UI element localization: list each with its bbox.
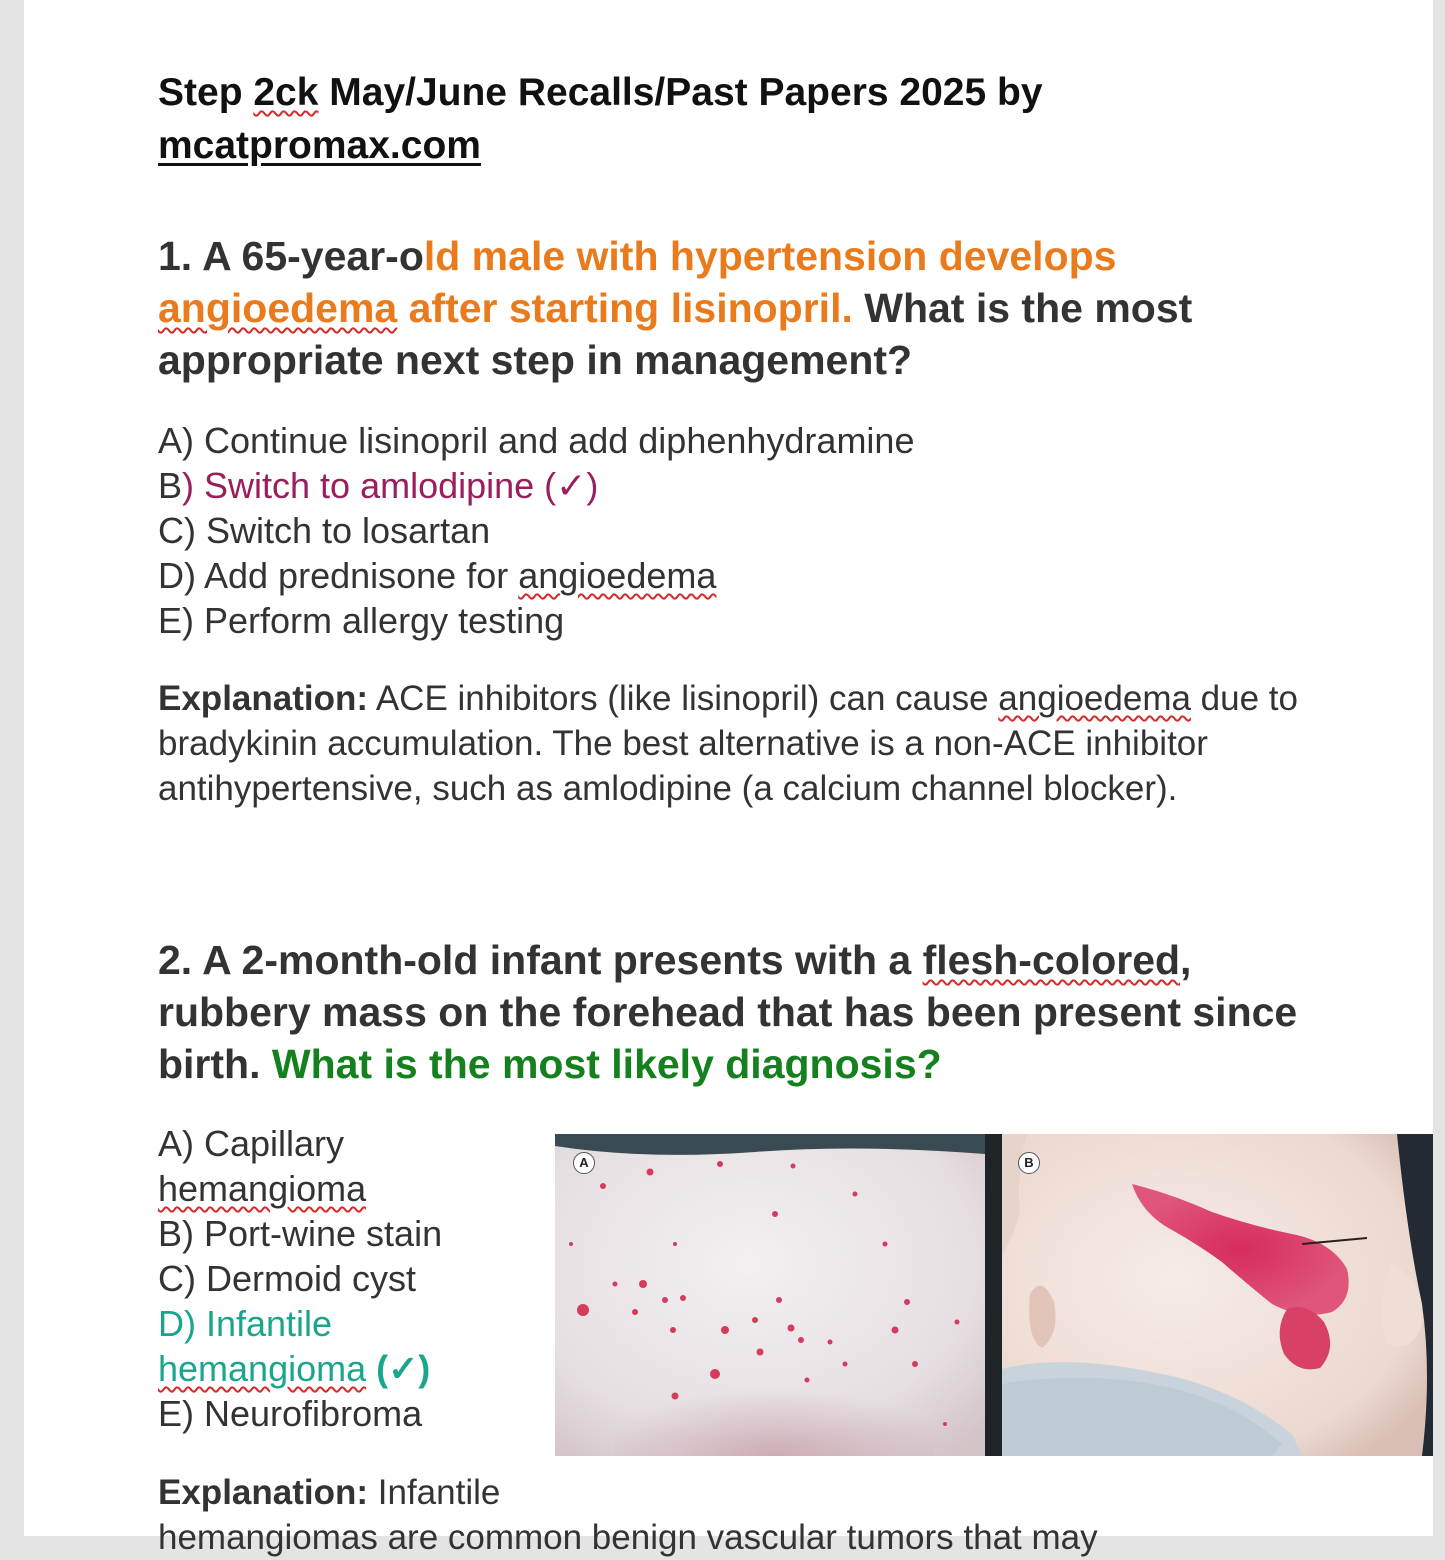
spellcheck-word: hemangioma (158, 1168, 367, 1209)
spellcheck-word: flesh-colored (922, 937, 1181, 983)
panel-label-b: B (1018, 1152, 1040, 1174)
explanation-label: Explanation: (158, 679, 369, 718)
question-2-options (158, 1121, 442, 1436)
option-e: E) Neurofibroma (158, 1393, 423, 1434)
explanation-label: Explanation: (158, 1473, 369, 1512)
question-1-stem: 1. A 65-year-old male with hypertension develops angioedema after starting lisinopril. What is the most appropriate next step in management? (158, 233, 1193, 383)
site-link[interactable]: mcatpromax.com (158, 124, 481, 167)
page-title: Step 2ck May/June Recalls/Past Papers 2025 by mcatpromax.com (158, 71, 1043, 167)
option-c: C) Dermoid cyst (158, 1258, 417, 1299)
photo-panel-a (555, 1134, 985, 1456)
spellcheck-word: hemangioma (158, 1348, 367, 1389)
spellcheck-word: 2ck (253, 71, 319, 114)
question-1-explanation: Explanation: ACE inhibitors (like lisinopril) can cause angioedema due to bradykinin accumulation. The best alternative is a non-ACE inhibitor antihypertensive, such as amlodipine (a calcium channel blocker). (158, 679, 1298, 808)
panel-label-a: A (573, 1152, 595, 1174)
spellcheck-word: angioedema (998, 679, 1191, 718)
option-e: E) Perform allergy testing (158, 600, 565, 641)
clinical-photo-figure (555, 1134, 1433, 1456)
option-b: B) Switch to amlodipine (✓) (158, 465, 599, 506)
option-a: A) Continue lisinopril and add diphenhydramine (158, 420, 915, 461)
option-d: D) Infantile hemangioma (✓) (158, 1303, 431, 1389)
option-c: C) Switch to losartan (158, 510, 491, 551)
spellcheck-word: angioedema (518, 555, 717, 596)
document-page (24, 0, 1433, 1557)
question-1-options (158, 418, 914, 643)
question-2-stem: 2. A 2-month-old infant presents with a flesh-colored, rubbery mass on the forehead that has been present since birth. What is the most likely diagnosis? (158, 937, 1298, 1087)
facial-hemangioma-photo (1002, 1134, 1433, 1456)
option-a: A) Capillary hemangioma (158, 1123, 367, 1209)
spellcheck-word: angioedema (158, 285, 398, 331)
option-d: D) Add prednisone for angioedema (158, 555, 717, 596)
question-2-explanation: Explanation: Infantile hemangiomas are common benign vascular tumors that may (158, 1473, 1098, 1557)
option-b: B) Port-wine stain (158, 1213, 443, 1254)
hemangioma-spots-photo (555, 1134, 985, 1456)
photo-panel-b (1002, 1134, 1433, 1456)
